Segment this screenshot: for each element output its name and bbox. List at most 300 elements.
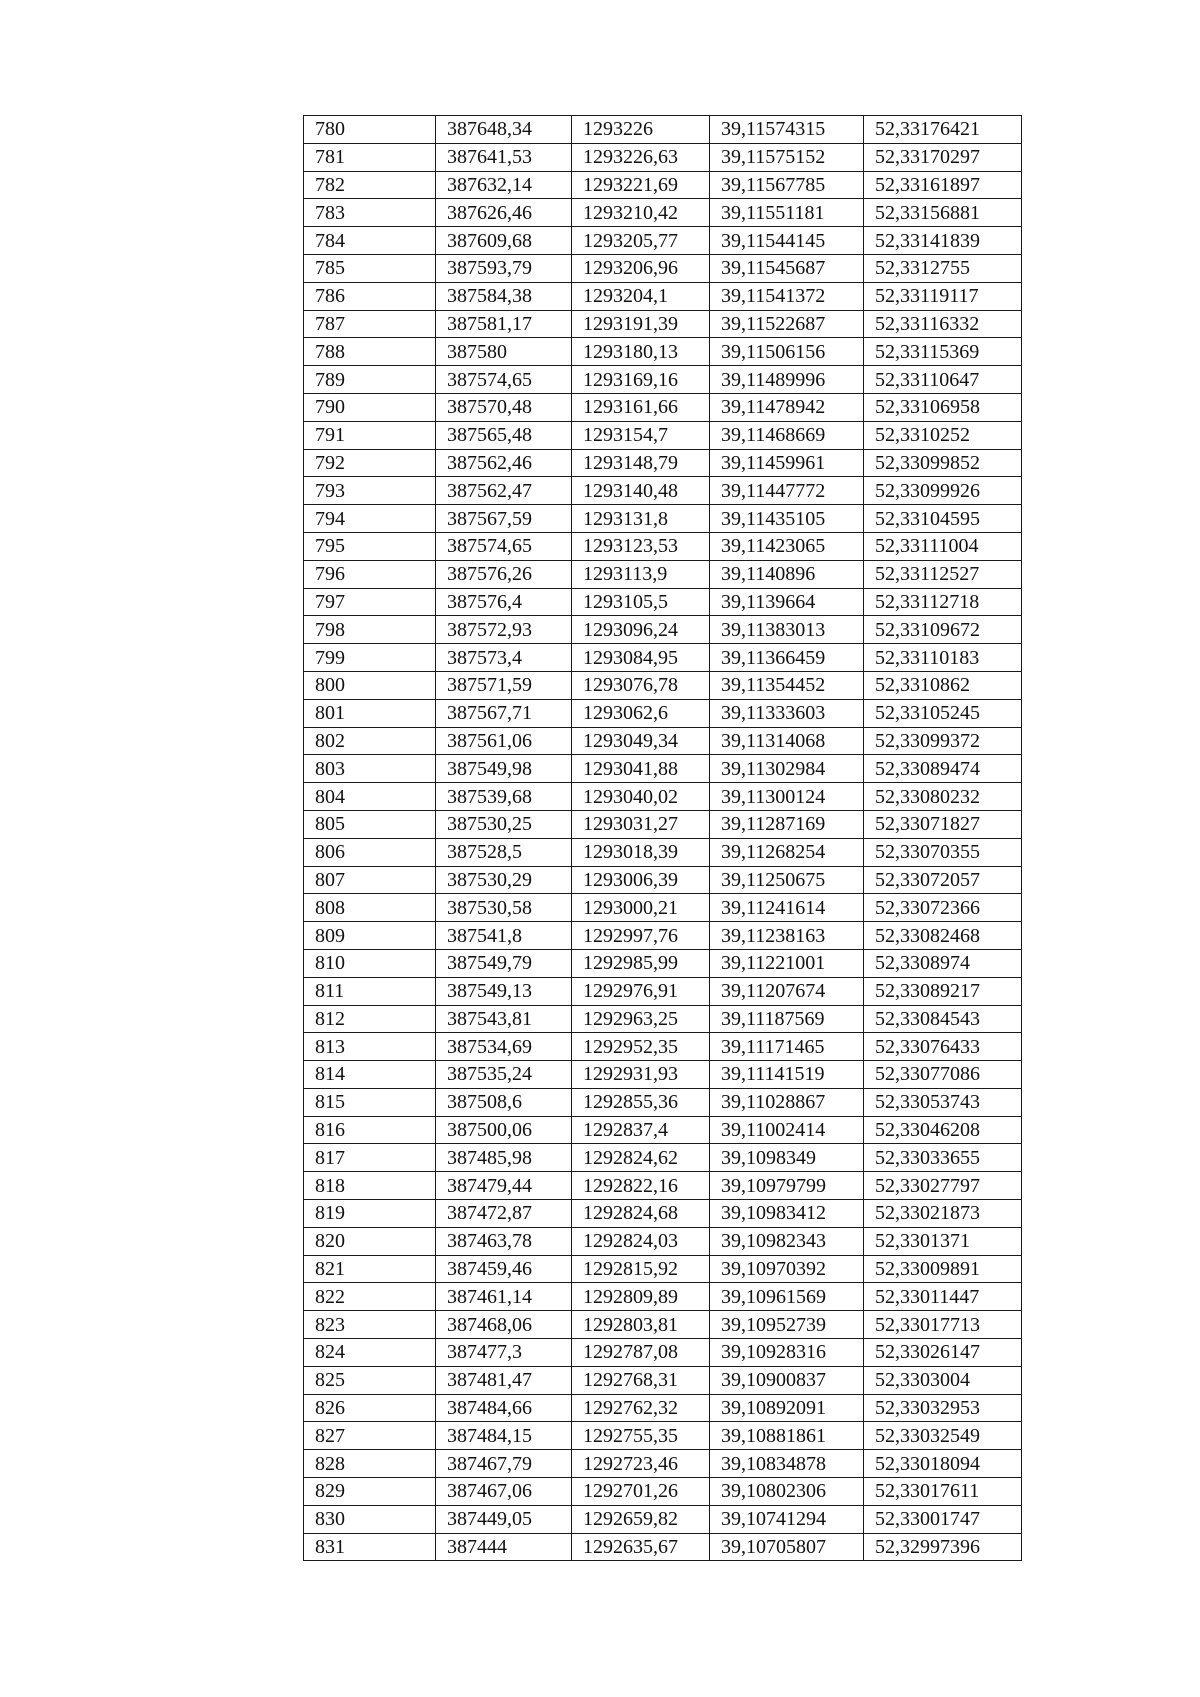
point-number-cell: 782 <box>304 171 436 199</box>
x-coordinate-cell: 387534,69 <box>436 1033 572 1061</box>
point-number-cell: 829 <box>304 1478 436 1506</box>
x-coordinate-cell: 387530,58 <box>436 894 572 922</box>
point-number-cell: 810 <box>304 949 436 977</box>
x-coordinate-cell: 387467,06 <box>436 1478 572 1506</box>
table-row <box>304 393 1022 421</box>
x-coordinate-cell: 387467,79 <box>436 1450 572 1478</box>
y-coordinate-cell: 1293210,42 <box>572 199 710 227</box>
x-coordinate-cell: 387459,46 <box>436 1255 572 1283</box>
table-row <box>304 421 1022 449</box>
table-row <box>304 1116 1022 1144</box>
latitude-cell: 52,33099852 <box>864 449 1022 477</box>
x-coordinate-cell: 387562,46 <box>436 449 572 477</box>
x-coordinate-cell: 387576,26 <box>436 560 572 588</box>
latitude-cell: 52,33176421 <box>864 116 1022 144</box>
latitude-cell: 52,33071827 <box>864 810 1022 838</box>
longitude-cell: 39,11221001 <box>710 949 864 977</box>
point-number-cell: 811 <box>304 977 436 1005</box>
latitude-cell: 52,33001747 <box>864 1505 1022 1533</box>
point-number-cell: 791 <box>304 421 436 449</box>
latitude-cell: 52,32997396 <box>864 1533 1022 1561</box>
x-coordinate-cell: 387581,17 <box>436 310 572 338</box>
y-coordinate-cell: 1293049,34 <box>572 727 710 755</box>
longitude-cell: 39,11333603 <box>710 699 864 727</box>
x-coordinate-cell: 387648,34 <box>436 116 572 144</box>
latitude-cell: 52,33115369 <box>864 338 1022 366</box>
table-row <box>304 254 1022 282</box>
point-number-cell: 784 <box>304 227 436 255</box>
longitude-cell: 39,11478942 <box>710 393 864 421</box>
point-number-cell: 800 <box>304 671 436 699</box>
longitude-cell: 39,11575152 <box>710 143 864 171</box>
point-number-cell: 828 <box>304 1450 436 1478</box>
longitude-cell: 39,11574315 <box>710 116 864 144</box>
y-coordinate-cell: 1293018,39 <box>572 838 710 866</box>
latitude-cell: 52,33027797 <box>864 1172 1022 1200</box>
longitude-cell: 39,11551181 <box>710 199 864 227</box>
longitude-cell: 39,1139664 <box>710 588 864 616</box>
y-coordinate-cell: 1292985,99 <box>572 949 710 977</box>
table-row <box>304 1061 1022 1089</box>
latitude-cell: 52,33077086 <box>864 1061 1022 1089</box>
x-coordinate-cell: 387461,14 <box>436 1283 572 1311</box>
table-row <box>304 755 1022 783</box>
table-row <box>304 199 1022 227</box>
point-number-cell: 787 <box>304 310 436 338</box>
longitude-cell: 39,11506156 <box>710 338 864 366</box>
table-row <box>304 116 1022 144</box>
y-coordinate-cell: 1292837,4 <box>572 1116 710 1144</box>
latitude-cell: 52,3310252 <box>864 421 1022 449</box>
x-coordinate-cell: 387576,4 <box>436 588 572 616</box>
point-number-cell: 794 <box>304 505 436 533</box>
x-coordinate-cell: 387479,44 <box>436 1172 572 1200</box>
x-coordinate-cell: 387561,06 <box>436 727 572 755</box>
latitude-cell: 52,33112718 <box>864 588 1022 616</box>
table-row <box>304 532 1022 560</box>
y-coordinate-cell: 1292824,03 <box>572 1227 710 1255</box>
y-coordinate-cell: 1293123,53 <box>572 532 710 560</box>
y-coordinate-cell: 1292824,62 <box>572 1144 710 1172</box>
y-coordinate-cell: 1292755,35 <box>572 1422 710 1450</box>
table-row <box>304 588 1022 616</box>
latitude-cell: 52,3301371 <box>864 1227 1022 1255</box>
latitude-cell: 52,33080232 <box>864 783 1022 811</box>
x-coordinate-cell: 387641,53 <box>436 143 572 171</box>
latitude-cell: 52,33089217 <box>864 977 1022 1005</box>
y-coordinate-cell: 1292931,93 <box>572 1061 710 1089</box>
point-number-cell: 830 <box>304 1505 436 1533</box>
x-coordinate-cell: 387485,98 <box>436 1144 572 1172</box>
point-number-cell: 803 <box>304 755 436 783</box>
table-row <box>304 783 1022 811</box>
point-number-cell: 807 <box>304 866 436 894</box>
point-number-cell: 824 <box>304 1339 436 1367</box>
latitude-cell: 52,33026147 <box>864 1339 1022 1367</box>
point-number-cell: 804 <box>304 783 436 811</box>
latitude-cell: 52,3308974 <box>864 949 1022 977</box>
longitude-cell: 39,10834878 <box>710 1450 864 1478</box>
point-number-cell: 812 <box>304 1005 436 1033</box>
x-coordinate-cell: 387543,81 <box>436 1005 572 1033</box>
longitude-cell: 39,11522687 <box>710 310 864 338</box>
table-row <box>304 1339 1022 1367</box>
point-number-cell: 802 <box>304 727 436 755</box>
longitude-cell: 39,11171465 <box>710 1033 864 1061</box>
y-coordinate-cell: 1293062,6 <box>572 699 710 727</box>
longitude-cell: 39,10705807 <box>710 1533 864 1561</box>
longitude-cell: 39,11314068 <box>710 727 864 755</box>
latitude-cell: 52,33105245 <box>864 699 1022 727</box>
y-coordinate-cell: 1293154,7 <box>572 421 710 449</box>
table-row <box>304 1311 1022 1339</box>
y-coordinate-cell: 1293180,13 <box>572 338 710 366</box>
longitude-cell: 39,10881861 <box>710 1422 864 1450</box>
x-coordinate-cell: 387573,4 <box>436 644 572 672</box>
y-coordinate-cell: 1292952,35 <box>572 1033 710 1061</box>
longitude-cell: 39,11489996 <box>710 366 864 394</box>
y-coordinate-cell: 1292723,46 <box>572 1450 710 1478</box>
longitude-cell: 39,11238163 <box>710 922 864 950</box>
table-row <box>304 1394 1022 1422</box>
y-coordinate-cell: 1293031,27 <box>572 810 710 838</box>
table-row <box>304 671 1022 699</box>
y-coordinate-cell: 1293148,79 <box>572 449 710 477</box>
latitude-cell: 52,33017713 <box>864 1311 1022 1339</box>
point-number-cell: 799 <box>304 644 436 672</box>
x-coordinate-cell: 387632,14 <box>436 171 572 199</box>
latitude-cell: 52,33033655 <box>864 1144 1022 1172</box>
table-row <box>304 1422 1022 1450</box>
longitude-cell: 39,11241614 <box>710 894 864 922</box>
x-coordinate-cell: 387472,87 <box>436 1200 572 1228</box>
table-row <box>304 1283 1022 1311</box>
point-number-cell: 790 <box>304 393 436 421</box>
point-number-cell: 818 <box>304 1172 436 1200</box>
table-row <box>304 1505 1022 1533</box>
point-number-cell: 797 <box>304 588 436 616</box>
point-number-cell: 827 <box>304 1422 436 1450</box>
point-number-cell: 785 <box>304 254 436 282</box>
longitude-cell: 39,10928316 <box>710 1339 864 1367</box>
point-number-cell: 788 <box>304 338 436 366</box>
longitude-cell: 39,1098349 <box>710 1144 864 1172</box>
point-number-cell: 793 <box>304 477 436 505</box>
y-coordinate-cell: 1292855,36 <box>572 1088 710 1116</box>
longitude-cell: 39,11268254 <box>710 838 864 866</box>
latitude-cell: 52,33046208 <box>864 1116 1022 1144</box>
y-coordinate-cell: 1293105,5 <box>572 588 710 616</box>
latitude-cell: 52,33009891 <box>864 1255 1022 1283</box>
x-coordinate-cell: 387549,13 <box>436 977 572 1005</box>
latitude-cell: 52,33099926 <box>864 477 1022 505</box>
table-row <box>304 1200 1022 1228</box>
longitude-cell: 39,11250675 <box>710 866 864 894</box>
y-coordinate-cell: 1292768,31 <box>572 1366 710 1394</box>
table-row <box>304 171 1022 199</box>
table-row <box>304 699 1022 727</box>
x-coordinate-cell: 387484,66 <box>436 1394 572 1422</box>
latitude-cell: 52,33156881 <box>864 199 1022 227</box>
table-row <box>304 449 1022 477</box>
latitude-cell: 52,33072057 <box>864 866 1022 894</box>
y-coordinate-cell: 1292976,91 <box>572 977 710 1005</box>
table-row <box>304 616 1022 644</box>
longitude-cell: 39,10802306 <box>710 1478 864 1506</box>
longitude-cell: 39,10970392 <box>710 1255 864 1283</box>
y-coordinate-cell: 1293113,9 <box>572 560 710 588</box>
x-coordinate-cell: 387535,24 <box>436 1061 572 1089</box>
y-coordinate-cell: 1293076,78 <box>572 671 710 699</box>
x-coordinate-cell: 387567,59 <box>436 505 572 533</box>
point-number-cell: 795 <box>304 532 436 560</box>
table-row <box>304 227 1022 255</box>
y-coordinate-cell: 1293131,8 <box>572 505 710 533</box>
y-coordinate-cell: 1292822,16 <box>572 1172 710 1200</box>
longitude-cell: 39,11541372 <box>710 282 864 310</box>
table-row <box>304 1533 1022 1561</box>
latitude-cell: 52,33053743 <box>864 1088 1022 1116</box>
point-number-cell: 821 <box>304 1255 436 1283</box>
y-coordinate-cell: 1293006,39 <box>572 866 710 894</box>
y-coordinate-cell: 1293084,95 <box>572 644 710 672</box>
latitude-cell: 52,33161897 <box>864 171 1022 199</box>
y-coordinate-cell: 1293205,77 <box>572 227 710 255</box>
point-number-cell: 822 <box>304 1283 436 1311</box>
x-coordinate-cell: 387500,06 <box>436 1116 572 1144</box>
longitude-cell: 39,10982343 <box>710 1227 864 1255</box>
table-row <box>304 1144 1022 1172</box>
point-number-cell: 789 <box>304 366 436 394</box>
x-coordinate-cell: 387549,98 <box>436 755 572 783</box>
latitude-cell: 52,33106958 <box>864 393 1022 421</box>
latitude-cell: 52,3303004 <box>864 1366 1022 1394</box>
longitude-cell: 39,11207674 <box>710 977 864 1005</box>
table-row <box>304 810 1022 838</box>
table-row <box>304 1005 1022 1033</box>
latitude-cell: 52,33084543 <box>864 1005 1022 1033</box>
point-number-cell: 798 <box>304 616 436 644</box>
longitude-cell: 39,11468669 <box>710 421 864 449</box>
y-coordinate-cell: 1293226,63 <box>572 143 710 171</box>
x-coordinate-cell: 387468,06 <box>436 1311 572 1339</box>
table-row <box>304 1450 1022 1478</box>
latitude-cell: 52,33111004 <box>864 532 1022 560</box>
table-row <box>304 1255 1022 1283</box>
y-coordinate-cell: 1293000,21 <box>572 894 710 922</box>
y-coordinate-cell: 1293040,02 <box>572 783 710 811</box>
y-coordinate-cell: 1292824,68 <box>572 1200 710 1228</box>
y-coordinate-cell: 1292963,25 <box>572 1005 710 1033</box>
coordinates-table <box>303 115 1022 1561</box>
latitude-cell: 52,33070355 <box>864 838 1022 866</box>
latitude-cell: 52,33112527 <box>864 560 1022 588</box>
latitude-cell: 52,33072366 <box>864 894 1022 922</box>
x-coordinate-cell: 387593,79 <box>436 254 572 282</box>
longitude-cell: 39,11287169 <box>710 810 864 838</box>
longitude-cell: 39,11544145 <box>710 227 864 255</box>
longitude-cell: 39,10983412 <box>710 1200 864 1228</box>
longitude-cell: 39,1140896 <box>710 560 864 588</box>
y-coordinate-cell: 1293161,66 <box>572 393 710 421</box>
longitude-cell: 39,11187569 <box>710 1005 864 1033</box>
y-coordinate-cell: 1293140,48 <box>572 477 710 505</box>
longitude-cell: 39,11354452 <box>710 671 864 699</box>
point-number-cell: 820 <box>304 1227 436 1255</box>
y-coordinate-cell: 1292803,81 <box>572 1311 710 1339</box>
y-coordinate-cell: 1292815,92 <box>572 1255 710 1283</box>
x-coordinate-cell: 387565,48 <box>436 421 572 449</box>
longitude-cell: 39,11459961 <box>710 449 864 477</box>
table-row <box>304 310 1022 338</box>
latitude-cell: 52,33018094 <box>864 1450 1022 1478</box>
latitude-cell: 52,3310862 <box>864 671 1022 699</box>
x-coordinate-cell: 387463,78 <box>436 1227 572 1255</box>
x-coordinate-cell: 387572,93 <box>436 616 572 644</box>
latitude-cell: 52,33104595 <box>864 505 1022 533</box>
point-number-cell: 806 <box>304 838 436 866</box>
x-coordinate-cell: 387477,3 <box>436 1339 572 1367</box>
point-number-cell: 783 <box>304 199 436 227</box>
longitude-cell: 39,10961569 <box>710 1283 864 1311</box>
point-number-cell: 781 <box>304 143 436 171</box>
x-coordinate-cell: 387567,71 <box>436 699 572 727</box>
longitude-cell: 39,11435105 <box>710 505 864 533</box>
longitude-cell: 39,11383013 <box>710 616 864 644</box>
table-row <box>304 477 1022 505</box>
coordinates-table-body <box>304 116 1022 1561</box>
y-coordinate-cell: 1293204,1 <box>572 282 710 310</box>
latitude-cell: 52,33116332 <box>864 310 1022 338</box>
x-coordinate-cell: 387530,29 <box>436 866 572 894</box>
latitude-cell: 52,33011447 <box>864 1283 1022 1311</box>
point-number-cell: 792 <box>304 449 436 477</box>
latitude-cell: 52,33021873 <box>864 1200 1022 1228</box>
x-coordinate-cell: 387562,47 <box>436 477 572 505</box>
table-row <box>304 644 1022 672</box>
x-coordinate-cell: 387444 <box>436 1533 572 1561</box>
y-coordinate-cell: 1292762,32 <box>572 1394 710 1422</box>
table-row <box>304 838 1022 866</box>
point-number-cell: 808 <box>304 894 436 922</box>
table-row <box>304 922 1022 950</box>
x-coordinate-cell: 387574,65 <box>436 532 572 560</box>
x-coordinate-cell: 387481,47 <box>436 1366 572 1394</box>
y-coordinate-cell: 1293206,96 <box>572 254 710 282</box>
point-number-cell: 819 <box>304 1200 436 1228</box>
table-row <box>304 977 1022 1005</box>
point-number-cell: 813 <box>304 1033 436 1061</box>
point-number-cell: 805 <box>304 810 436 838</box>
point-number-cell: 816 <box>304 1116 436 1144</box>
y-coordinate-cell: 1292635,67 <box>572 1533 710 1561</box>
latitude-cell: 52,33110647 <box>864 366 1022 394</box>
latitude-cell: 52,33110183 <box>864 644 1022 672</box>
x-coordinate-cell: 387508,6 <box>436 1088 572 1116</box>
longitude-cell: 39,11141519 <box>710 1061 864 1089</box>
latitude-cell: 52,33082468 <box>864 922 1022 950</box>
y-coordinate-cell: 1293096,24 <box>572 616 710 644</box>
longitude-cell: 39,11300124 <box>710 783 864 811</box>
table-row <box>304 366 1022 394</box>
y-coordinate-cell: 1292659,82 <box>572 1505 710 1533</box>
point-number-cell: 817 <box>304 1144 436 1172</box>
y-coordinate-cell: 1292809,89 <box>572 1283 710 1311</box>
longitude-cell: 39,11002414 <box>710 1116 864 1144</box>
latitude-cell: 52,33119117 <box>864 282 1022 310</box>
table-row <box>304 727 1022 755</box>
y-coordinate-cell: 1293169,16 <box>572 366 710 394</box>
x-coordinate-cell: 387609,68 <box>436 227 572 255</box>
table-row <box>304 1366 1022 1394</box>
x-coordinate-cell: 387584,38 <box>436 282 572 310</box>
y-coordinate-cell: 1292787,08 <box>572 1339 710 1367</box>
table-row <box>304 143 1022 171</box>
table-row <box>304 282 1022 310</box>
longitude-cell: 39,11545687 <box>710 254 864 282</box>
x-coordinate-cell: 387449,05 <box>436 1505 572 1533</box>
latitude-cell: 52,33109672 <box>864 616 1022 644</box>
table-row <box>304 338 1022 366</box>
x-coordinate-cell: 387484,15 <box>436 1422 572 1450</box>
latitude-cell: 52,3312755 <box>864 254 1022 282</box>
latitude-cell: 52,33170297 <box>864 143 1022 171</box>
y-coordinate-cell: 1293226 <box>572 116 710 144</box>
longitude-cell: 39,10741294 <box>710 1505 864 1533</box>
latitude-cell: 52,33089474 <box>864 755 1022 783</box>
x-coordinate-cell: 387580 <box>436 338 572 366</box>
x-coordinate-cell: 387530,25 <box>436 810 572 838</box>
latitude-cell: 52,33099372 <box>864 727 1022 755</box>
x-coordinate-cell: 387574,65 <box>436 366 572 394</box>
point-number-cell: 823 <box>304 1311 436 1339</box>
longitude-cell: 39,11447772 <box>710 477 864 505</box>
table-row <box>304 1172 1022 1200</box>
x-coordinate-cell: 387549,79 <box>436 949 572 977</box>
point-number-cell: 831 <box>304 1533 436 1561</box>
point-number-cell: 815 <box>304 1088 436 1116</box>
latitude-cell: 52,33017611 <box>864 1478 1022 1506</box>
latitude-cell: 52,33076433 <box>864 1033 1022 1061</box>
longitude-cell: 39,10952739 <box>710 1311 864 1339</box>
table-row <box>304 866 1022 894</box>
x-coordinate-cell: 387570,48 <box>436 393 572 421</box>
table-row <box>304 1227 1022 1255</box>
point-number-cell: 786 <box>304 282 436 310</box>
latitude-cell: 52,33141839 <box>864 227 1022 255</box>
latitude-cell: 52,33032549 <box>864 1422 1022 1450</box>
x-coordinate-cell: 387626,46 <box>436 199 572 227</box>
x-coordinate-cell: 387539,68 <box>436 783 572 811</box>
longitude-cell: 39,10892091 <box>710 1394 864 1422</box>
point-number-cell: 814 <box>304 1061 436 1089</box>
longitude-cell: 39,11423065 <box>710 532 864 560</box>
longitude-cell: 39,10900837 <box>710 1366 864 1394</box>
point-number-cell: 809 <box>304 922 436 950</box>
point-number-cell: 801 <box>304 699 436 727</box>
table-row <box>304 949 1022 977</box>
table-row <box>304 894 1022 922</box>
y-coordinate-cell: 1292997,76 <box>572 922 710 950</box>
longitude-cell: 39,10979799 <box>710 1172 864 1200</box>
table-row <box>304 1033 1022 1061</box>
x-coordinate-cell: 387541,8 <box>436 922 572 950</box>
point-number-cell: 826 <box>304 1394 436 1422</box>
table-row <box>304 560 1022 588</box>
longitude-cell: 39,11028867 <box>710 1088 864 1116</box>
longitude-cell: 39,11302984 <box>710 755 864 783</box>
latitude-cell: 52,33032953 <box>864 1394 1022 1422</box>
